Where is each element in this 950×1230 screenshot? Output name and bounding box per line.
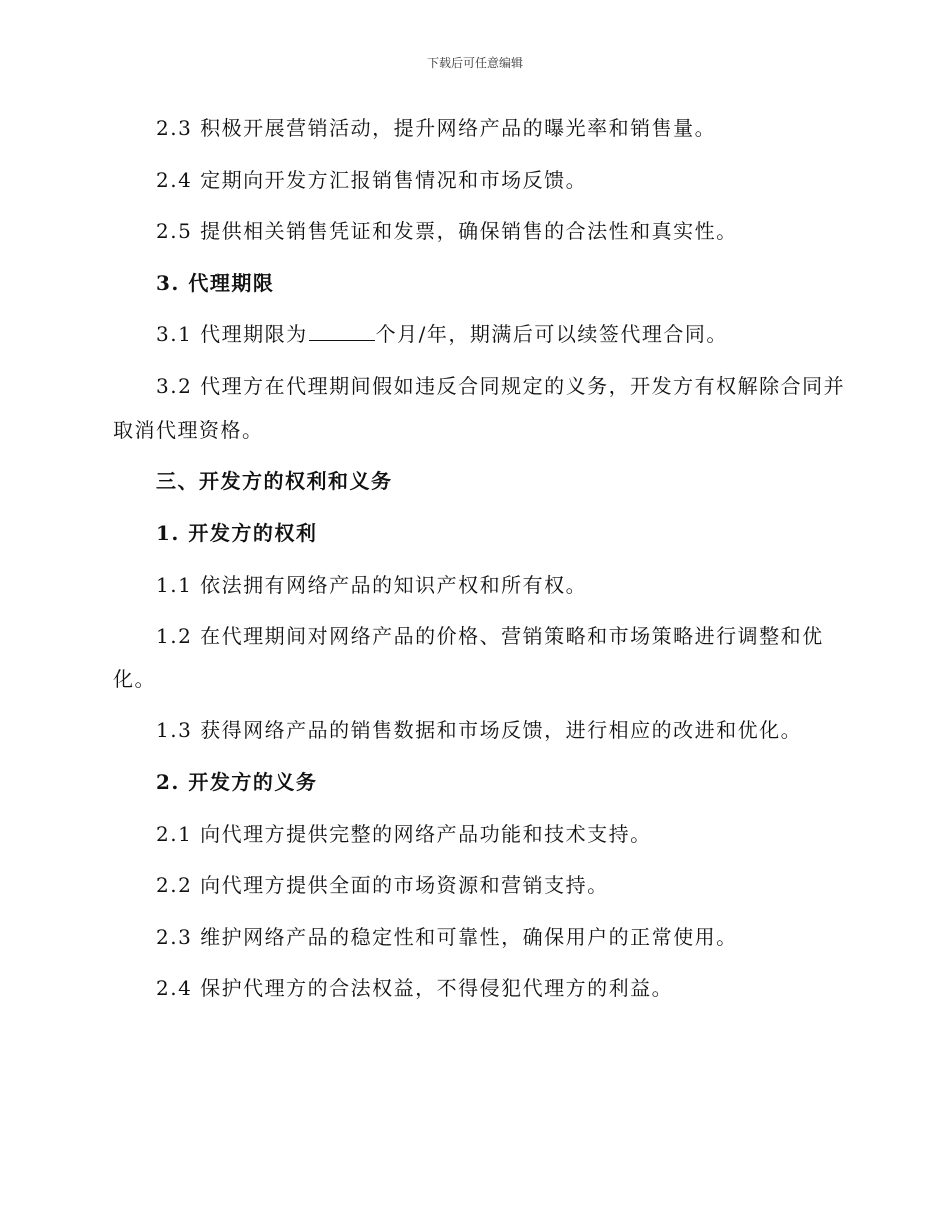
clause-2-4b: 2.4 保护代理方的合法权益，不得侵犯代理方的利益。 xyxy=(156,976,674,1000)
page-header: 下载后可任意编辑 xyxy=(426,56,523,70)
clause-3-1-suffix: 个月/年，期满后可以续签代理合同。 xyxy=(375,322,728,346)
clause-1-3: 1.3 获得网络产品的销售数据和市场反馈，进行相应的改进和优化。 xyxy=(156,718,803,742)
section-heading-2: 2. 开发方的义务 xyxy=(156,770,318,794)
clause-2-3: 2.3 积极开展营销活动，提升网络产品的曝光率和销售量。 xyxy=(156,116,717,140)
clause-2-4: 2.4 定期向开发方汇报销售情况和市场反馈。 xyxy=(156,168,588,192)
clause-2-2: 2.2 向代理方提供全面的市场资源和营销支持。 xyxy=(156,873,609,897)
clause-1-2-line-1: 1.2 在代理期间对网络产品的价格、营销策略和市场策略进行调整和优 xyxy=(156,624,824,648)
clause-3-1-prefix: 3.1 代理期限为 xyxy=(156,322,308,346)
section-heading-1: 1. 开发方的权利 xyxy=(156,521,318,545)
chapter-heading-3: 三、开发方的权利和义务 xyxy=(156,469,393,493)
clause-3-2-line-1: 3.2 代理方在代理期间假如违反合同规定的义务，开发方有权解除合同并 xyxy=(156,374,846,398)
clause-3-1 xyxy=(156,322,886,346)
clause-1-1: 1.1 依法拥有网络产品的知识产权和所有权。 xyxy=(156,573,588,597)
clause-2-1: 2.1 向代理方提供完整的网络产品功能和技术支持。 xyxy=(156,822,652,846)
clause-2-5: 2.5 提供相关销售凭证和发票，确保销售的合法性和真实性。 xyxy=(156,219,738,243)
fill-in-blank xyxy=(309,322,375,341)
clause-3-2-line-2: 取消代理资格。 xyxy=(113,418,264,442)
clause-2-3b: 2.3 维护网络产品的稳定性和可靠性，确保用户的正常使用。 xyxy=(156,925,738,949)
section-heading-3: 3. 代理期限 xyxy=(156,271,275,295)
clause-1-2-line-2: 化。 xyxy=(113,667,156,691)
